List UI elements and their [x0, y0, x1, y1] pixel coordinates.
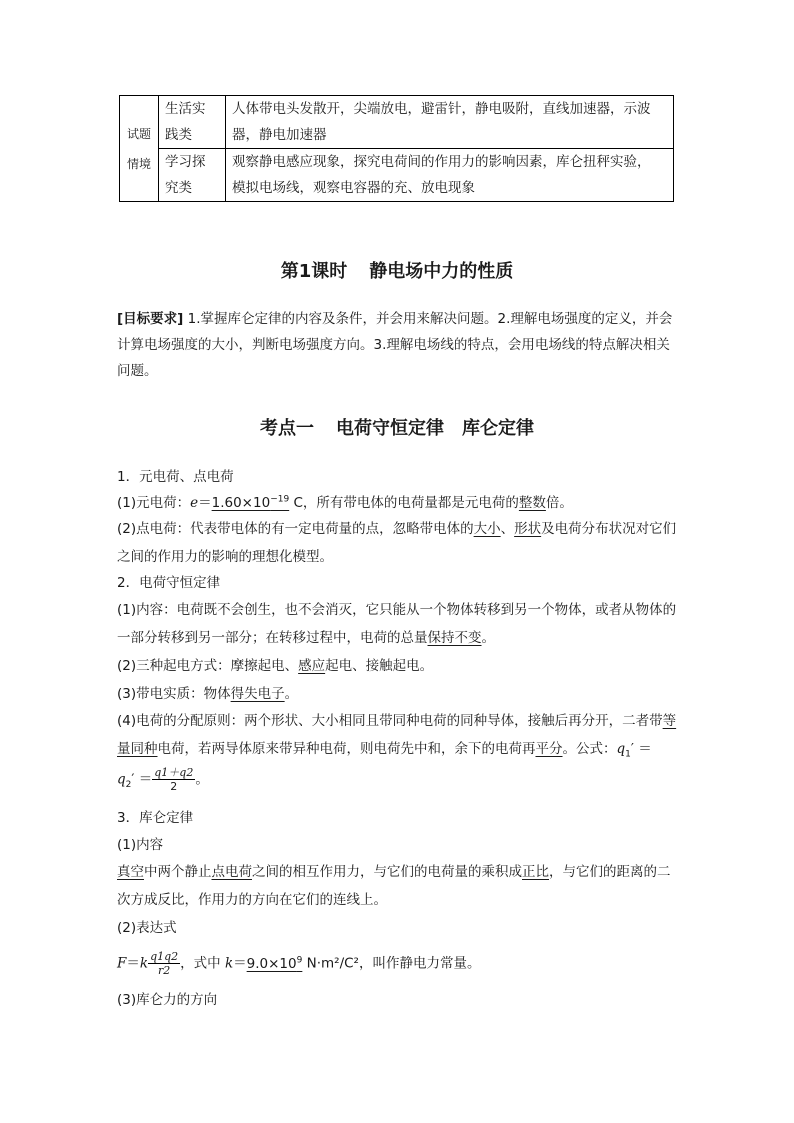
item-charging-methods: (2)三种起电方式：摩擦起电、感应起电、接触起电。 — [117, 658, 434, 674]
sub-content: (1)内容 — [117, 837, 164, 853]
category-cell — [159, 149, 226, 202]
goals-label: [目标要求] — [117, 311, 184, 327]
sub-expression: (2)表达式 — [117, 920, 177, 936]
table-row — [120, 149, 674, 202]
content-line: 人体带电头发散开，尖端放电，避雷针，静电吸附，直线加速器，示波 — [232, 101, 651, 117]
heading-conservation: 2．电荷守恒定律 — [117, 575, 221, 591]
row-header-line: 试题 — [126, 126, 151, 141]
distribution-formula: $q_2'$ ＝ $\frac{q1+q2}{2}$ 。 — [117, 766, 209, 793]
content-line: 观察静电感应现象，探究电荷间的作用力的影响因素，库仑扭秤实验， — [232, 154, 651, 170]
heading-elementary-charge: 1．元电荷、点电荷 — [117, 469, 234, 485]
row-header-line: 情境 — [126, 156, 151, 171]
row-header-cell — [120, 96, 159, 202]
category-line: 学习探 — [165, 154, 206, 170]
lesson-title: 第1课时 静电场中力的性质 — [280, 261, 514, 282]
item-charge-distribution: (4)电荷的分配原则：两个形状、大小相同且带同种电荷的同种导体，接触后再分开，二者带等量同种电荷，若两导体原来带异种电荷，则电荷先中和，余下的电荷再平分。公式：$q_1'$ ＝ — [117, 713, 677, 760]
context-table — [119, 95, 674, 202]
coulomb-content: 真空中两个静止点电荷之间的相互作用力，与它们的电荷量的乘积成正比，与它们的距离的二次方成反比，作用力的方向在它们的连线上。 — [117, 864, 671, 908]
category-cell — [159, 96, 226, 149]
content-cell — [226, 149, 674, 202]
fraction: $\frac{q1q2}{r2}$ — [150, 950, 179, 977]
fraction: $\frac{q1+q2}{2}$ — [154, 766, 194, 793]
goals-text: 1.掌握库仑定律的内容及条件，并会用来解决问题。2.理解电场强度的定义，并会计算电场强度的大小，判断电场强度方向。3.理解电场线的特点，会用电场线的特点解决相关问题。 — [117, 311, 673, 379]
item-point-charge: (2)点电荷：代表带电体的有一定电荷量的点，忽略带电体的大小、形状及电荷分布状况对它们之间的作用力的影响的理想化模型。 — [117, 521, 677, 565]
table-row — [120, 96, 674, 149]
coulomb-formula: F＝k $\frac{q1q2}{r2}$ ，式中 $k=9.0\times 10^9$ N·m²/C²，叫作静电力常量。 — [117, 950, 481, 977]
content-line: 模拟电场线，观察电容器的充、放电现象 — [232, 180, 475, 196]
learning-goals — [117, 306, 677, 384]
section-title: 考点一 电荷守恒定律 库仑定律 — [260, 418, 534, 439]
content-cell — [226, 96, 674, 149]
category-line: 践类 — [165, 127, 192, 143]
item-conservation-content: (1)内容：电荷既不会创生，也不会消灭，它只能从一个物体转移到另一个物体，或者从物体的一部分转移到另一部分；在转移过程中，电荷的总量保持不变。 — [117, 602, 677, 646]
sub-direction: (3)库仑力的方向 — [117, 992, 218, 1008]
category-line: 究类 — [165, 180, 192, 196]
item-charging-essence: (3)带电实质：物体得失电子。 — [117, 686, 299, 702]
item-elementary-charge: (1)元电荷：$e=1.60\times 10^{-19}$ C，所有带电体的电荷量都是元电荷的整数倍。 — [117, 494, 573, 511]
content-line: 器，静电加速器 — [232, 127, 327, 143]
category-line: 生活实 — [165, 101, 206, 117]
heading-coulomb-law: 3．库仑定律 — [117, 810, 194, 826]
